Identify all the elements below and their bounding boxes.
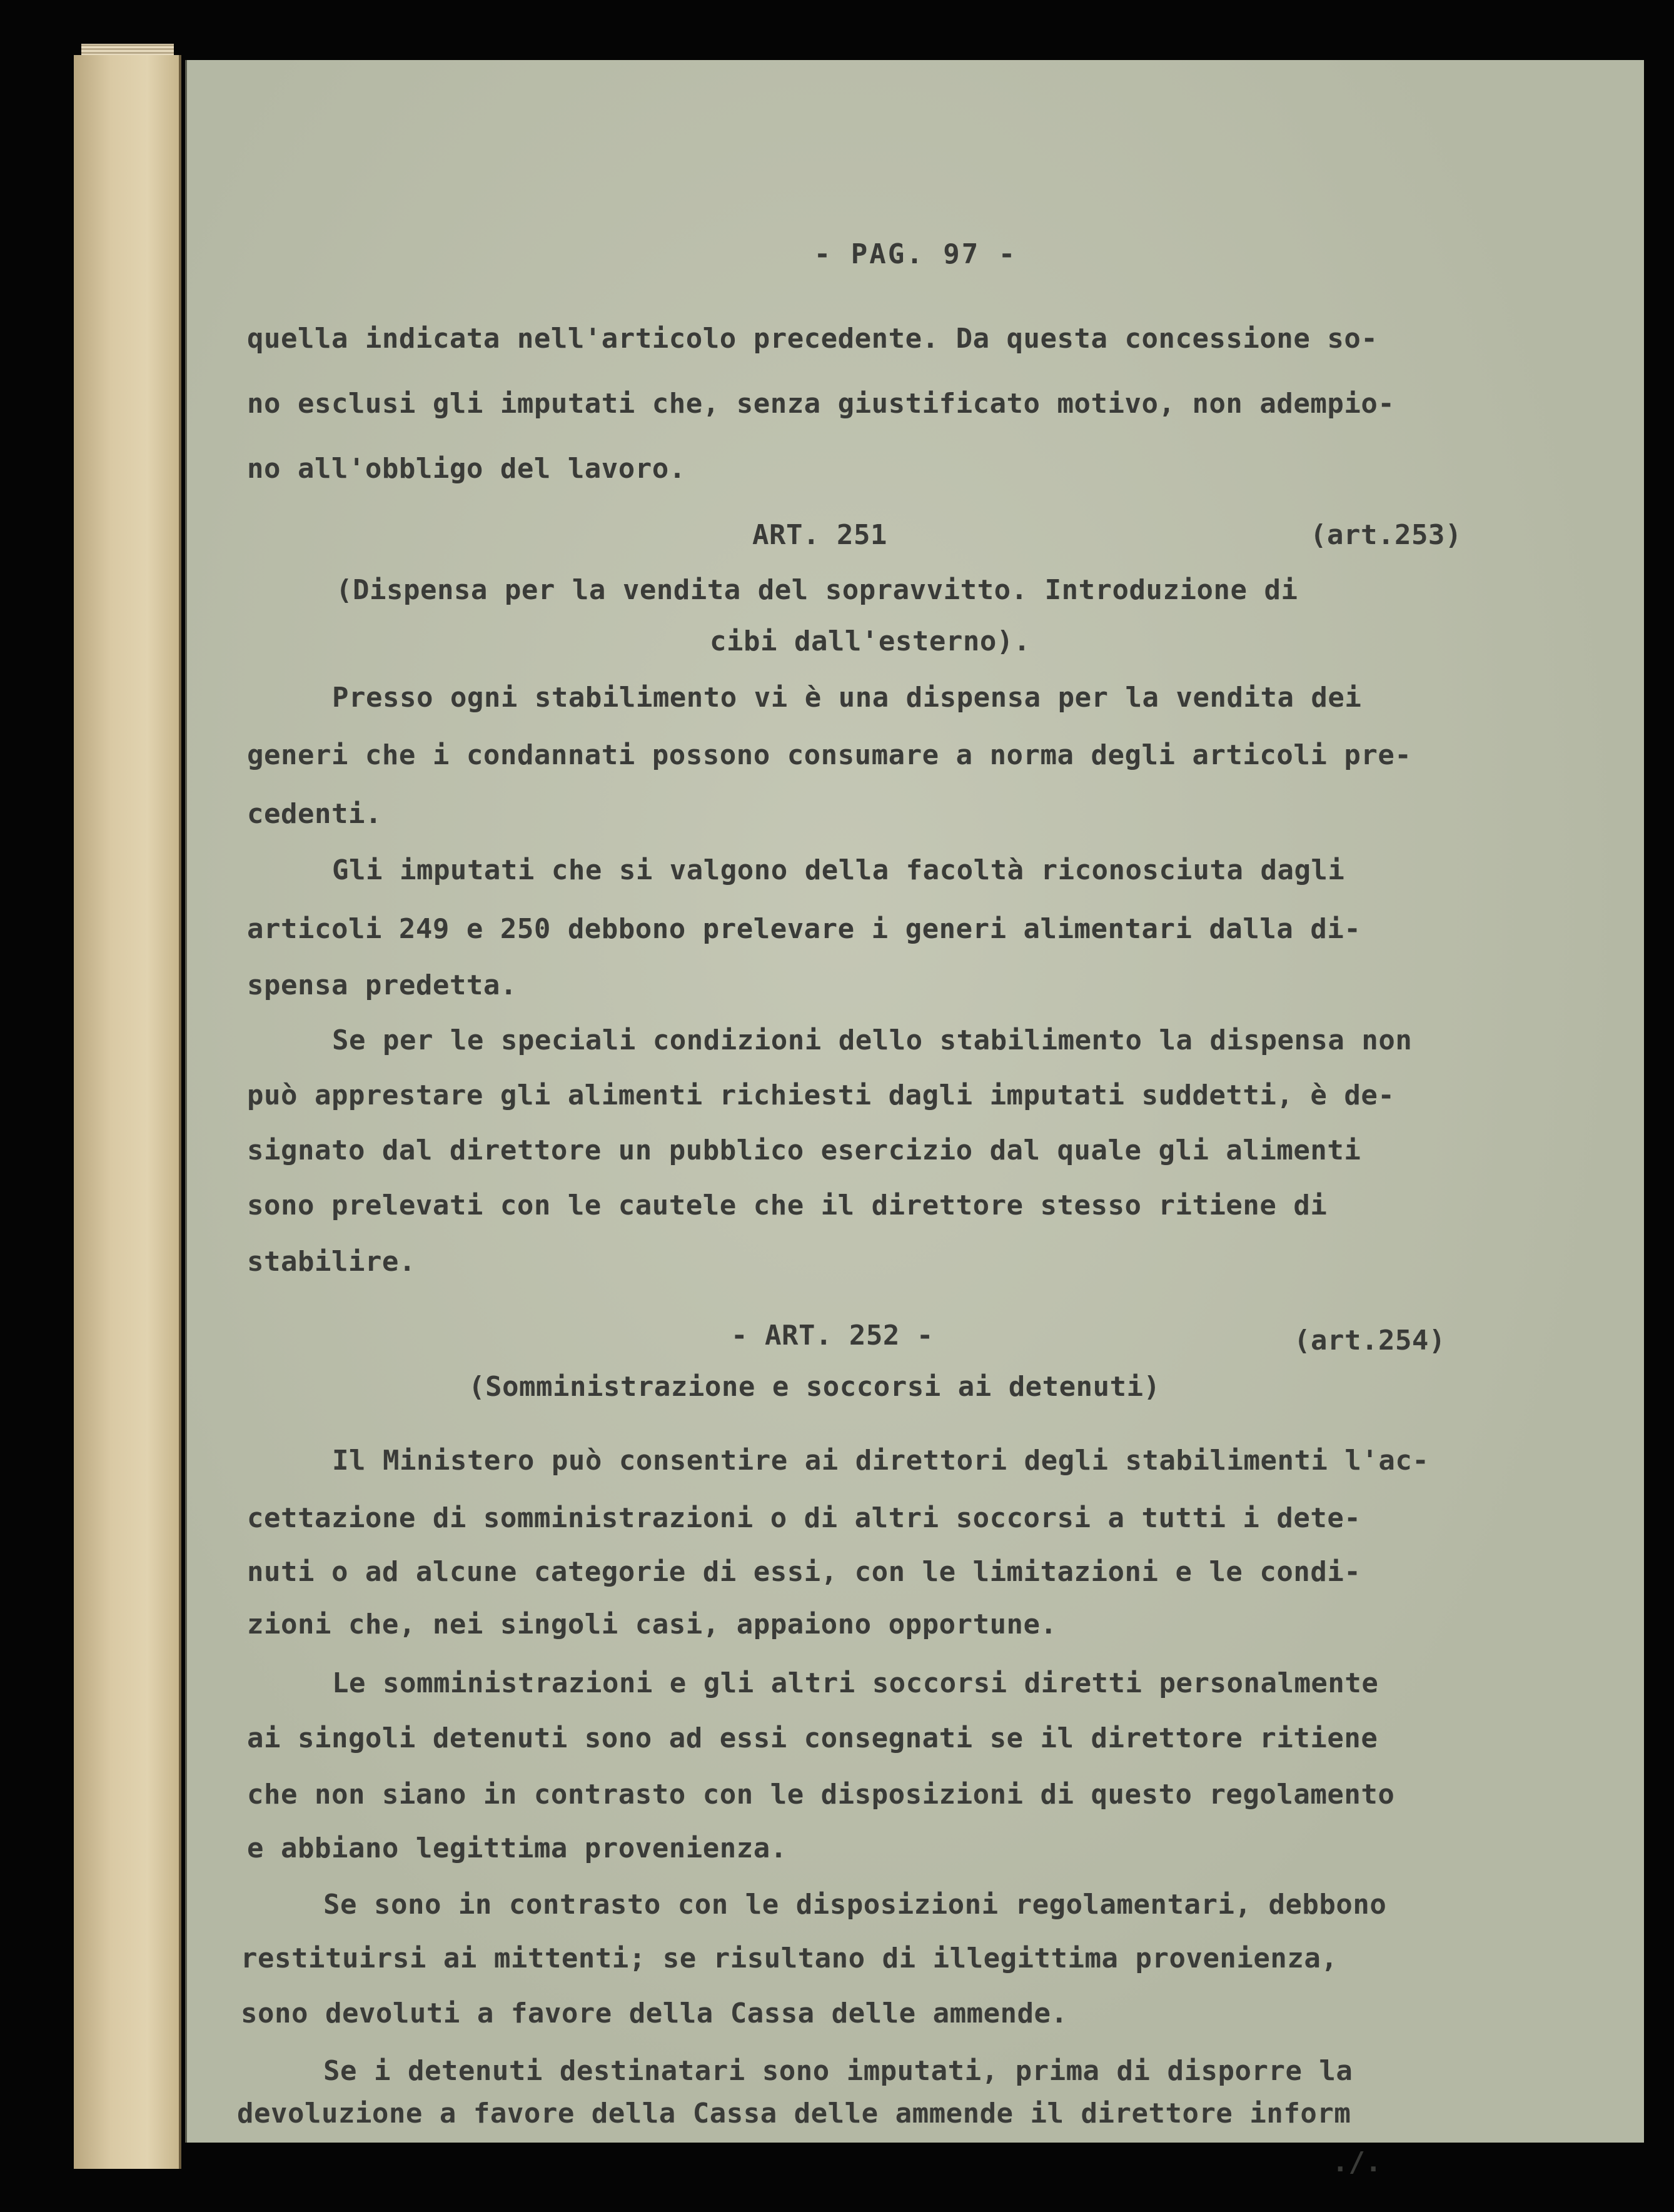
text-line: sono prelevati con le cautele che il direttore stesso ritiene di xyxy=(247,1189,1328,1221)
text-line: e abbiano legittima provenienza. xyxy=(247,1832,787,1864)
text-line: nuti o ad alcune categorie di essi, con le limitazioni e le condi- xyxy=(247,1556,1361,1588)
text-line: devoluzione a favore della Cassa delle ammende il direttore inform xyxy=(237,2098,1351,2129)
text-line: che non siano in contrasto con le disposizioni di questo regolamento xyxy=(247,1779,1395,1811)
page-text xyxy=(187,60,1644,2143)
page-header: - PAG. 97 - xyxy=(814,238,1017,270)
text-line: no esclusi gli imputati che, senza giustificato motivo, non adempio- xyxy=(247,388,1395,420)
continuation-mark: ./. xyxy=(1332,2146,1382,2178)
article-reference: (art.253) xyxy=(1310,519,1462,551)
text-line: Gli imputati che si valgono della facoltà riconosciuta dagli xyxy=(332,854,1345,886)
text-line: spensa predetta. xyxy=(247,969,517,1001)
text-line: generi che i condannati possono consumare a norma degli articoli pre- xyxy=(247,739,1412,771)
article-heading: (Somministrazione e soccorsi ai detenuti) xyxy=(468,1371,1161,1403)
text-line: cettazione di somministrazioni o di altri soccorsi a tutti i dete- xyxy=(247,1502,1361,1534)
text-line: stabilire. xyxy=(247,1246,416,1278)
text-line: signato dal direttore un pubblico esercizio dal quale gli alimenti xyxy=(247,1134,1361,1166)
text-line: restituirsi ai mittenti; se risultano di illegittima provenienza, xyxy=(241,1942,1338,1974)
typewritten-page xyxy=(185,60,1644,2143)
text-line: ai singoli detenuti sono ad essi consegnati se il direttore ritiene xyxy=(247,1722,1378,1754)
article-title: ART. 251 xyxy=(752,519,887,551)
text-line: articoli 249 e 250 debbono prelevare i generi alimentari dalla di- xyxy=(247,913,1361,945)
text-line: cedenti. xyxy=(247,798,382,830)
article-reference: (art.254) xyxy=(1294,1325,1446,1356)
text-line: Le somministrazioni e gli altri soccorsi diretti personalmente xyxy=(332,1667,1379,1699)
article-heading: cibi dall'esterno). xyxy=(710,625,1031,657)
text-line: Se i detenuti destinatari sono imputati, prima di disporre la xyxy=(323,2055,1353,2087)
text-line: quella indicata nell'articolo precedente. Da questa concessione so- xyxy=(247,323,1378,355)
text-line: Presso ogni stabilimento vi è una dispensa per la vendita dei xyxy=(332,682,1362,714)
text-line: no all'obbligo del lavoro. xyxy=(247,453,686,485)
text-line: Se sono in contrasto con le disposizioni regolamentari, debbono xyxy=(323,1889,1387,1921)
adjacent-page-edge xyxy=(74,55,181,2169)
text-line: zioni che, nei singoli casi, appaiono opportune. xyxy=(247,1608,1057,1640)
text-line: Il Ministero può consentire ai direttori degli stabilimenti l'ac- xyxy=(332,1445,1429,1477)
text-line: può apprestare gli alimenti richiesti dagli imputati suddetti, è de- xyxy=(247,1079,1395,1111)
text-line: sono devoluti a favore della Cassa delle ammende. xyxy=(241,1997,1068,2029)
text-line: Se per le speciali condizioni dello stabilimento la dispensa non xyxy=(332,1024,1413,1056)
article-heading: (Dispensa per la vendita del sopravvitto. Introduzione di xyxy=(336,574,1298,606)
article-title: - ART. 252 - xyxy=(731,1320,934,1351)
